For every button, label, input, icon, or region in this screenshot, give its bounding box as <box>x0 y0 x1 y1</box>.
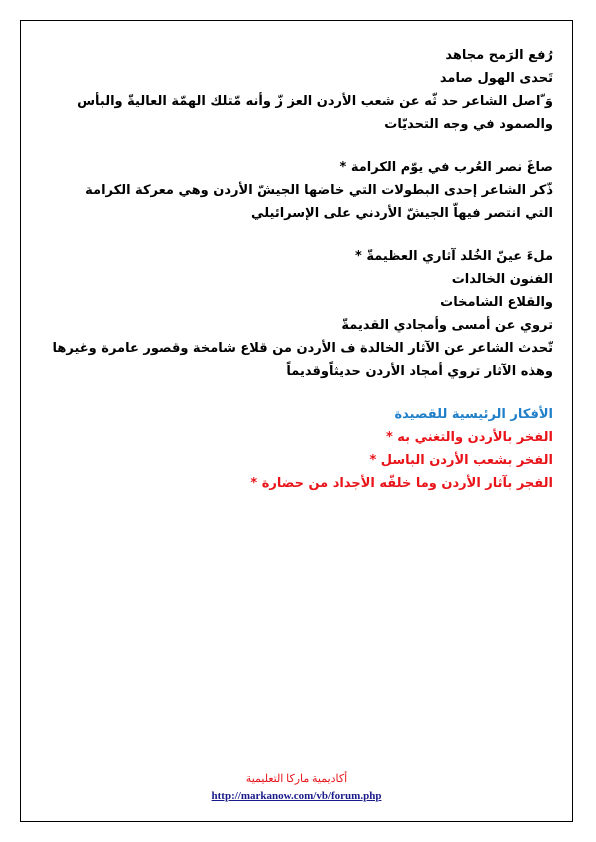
main-idea-item: الفخر بالأردن والتغني به * <box>385 430 553 445</box>
spacer <box>27 136 553 156</box>
text-line: رُفع الرَمح مجاهد <box>445 48 553 63</box>
text-line: صاغَ نصر العُرب في يوّم الكرامة * <box>339 160 553 175</box>
text-line: تّحدث الشاعر عن الآثار الخالدة ف الأردن من قلاع شامخة وقصور عامرة وغيرها <box>52 341 553 356</box>
section-verse-3 <box>27 245 553 383</box>
main-ideas-section <box>27 403 553 495</box>
text-line: ملءَ عينّ الخُلد آثاري العظيمةّ * <box>355 249 553 264</box>
spacer <box>27 383 553 403</box>
footer-forum-link[interactable]: http://markanow.com/vb/forum.php <box>211 790 382 802</box>
text-line: وَ ّاصل الشاعر حد ثّه عن شعب الأردن العز زّ وأنه مّتلك الهمّة العاليةّ والبأس <box>77 94 553 109</box>
text-line: والصمود في وجه التحديّات <box>384 117 553 132</box>
spacer <box>27 225 553 245</box>
main-ideas-heading: الأفكار الرئيسية للقصيدة <box>394 407 553 422</box>
text-line: ذّكر الشاعر إحدى البطولات التي خاضها الجيشّ الأردن وهي معركة الكرامة <box>85 183 553 198</box>
text-line: وهذه الآثار تروي أمجاد الأردن حديثاًوقديماً <box>286 364 553 379</box>
section-verse-2 <box>27 156 553 225</box>
text-line: تروي عن أمسى وأمجادي القديمةّ <box>341 318 553 333</box>
text-line: والقلاع الشامخات <box>440 295 553 310</box>
document-body <box>27 44 553 495</box>
text-line: تَحدى الهول صامد <box>439 71 553 86</box>
main-idea-item: الفخر بشعب الأردن الباسل * <box>369 453 553 468</box>
text-line: الفنون الخالدات <box>451 272 553 287</box>
footer-academy-name: أكاديمية ماركا التعليمية <box>245 773 348 785</box>
main-idea-item: الفجر بآثار الأردن وما خلفّه الأجداد من حضارة * <box>250 476 553 491</box>
text-line: التي انتصر فيهاّ الجيشّ الأردني على الإسرائيلي <box>251 206 553 221</box>
section-verse-1 <box>27 44 553 136</box>
